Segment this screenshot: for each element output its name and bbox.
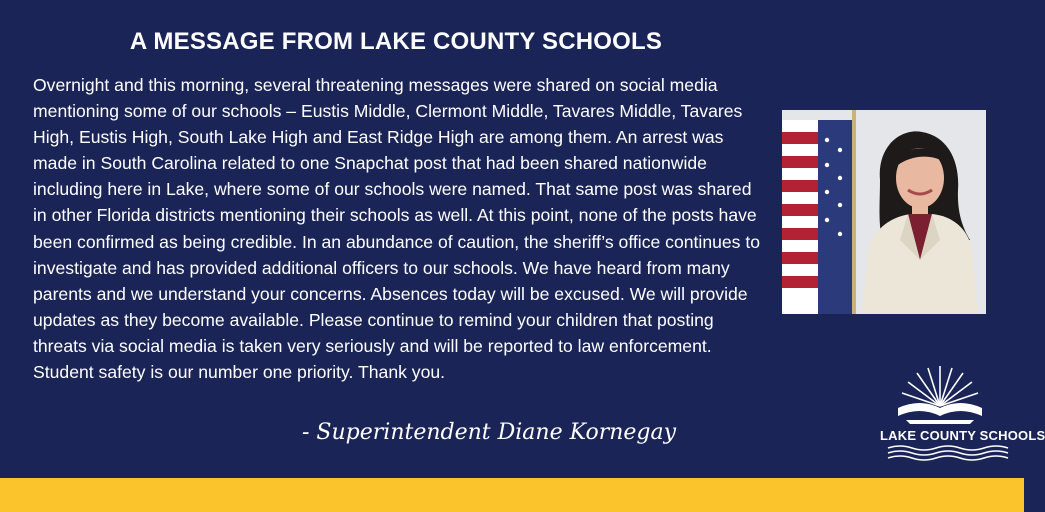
superintendent-photo xyxy=(782,110,986,314)
page-title: A MESSAGE FROM LAKE COUNTY SCHOOLS xyxy=(129,28,663,55)
message-body: Overnight and this morning, several threatening messages were shared on social media mentioning some of our schools – Eustis Middle, Clermont Middle, Tavares Middle, Tavares High, Eustis High, South Lake High and East Ridge High are among them. An arrest was made in South Carolina related to one Snapchat post that had been shared nationwide including here in Lake, where some of our schools were named. That same post was shared in other Florida districts mentioning their schools as well. At this point, none of the posts have been confirmed as being credible. In an abundance of caution, the sheriff’s office continues to investigate and has provided additional officers to our schools. We have heard from many parents and we understand your concerns. Absences today will be excused. We will provide updates as they become available. Please continue to remind your children that posting threats via social media is taken very seriously and will be reported to law enforcement. Student safety is our number one priority. Thank you. xyxy=(33,75,761,383)
flag-icon xyxy=(782,110,856,314)
signature: - Superintendent Diane Kornegay xyxy=(302,420,677,445)
portrait-image xyxy=(782,110,986,314)
sunrise-book-icon xyxy=(880,362,1045,466)
bottom-accent-bar xyxy=(0,478,1024,512)
logo-text: LAKE COUNTY SCHOOLS xyxy=(880,428,1045,443)
lake-county-schools-logo xyxy=(880,362,1045,466)
